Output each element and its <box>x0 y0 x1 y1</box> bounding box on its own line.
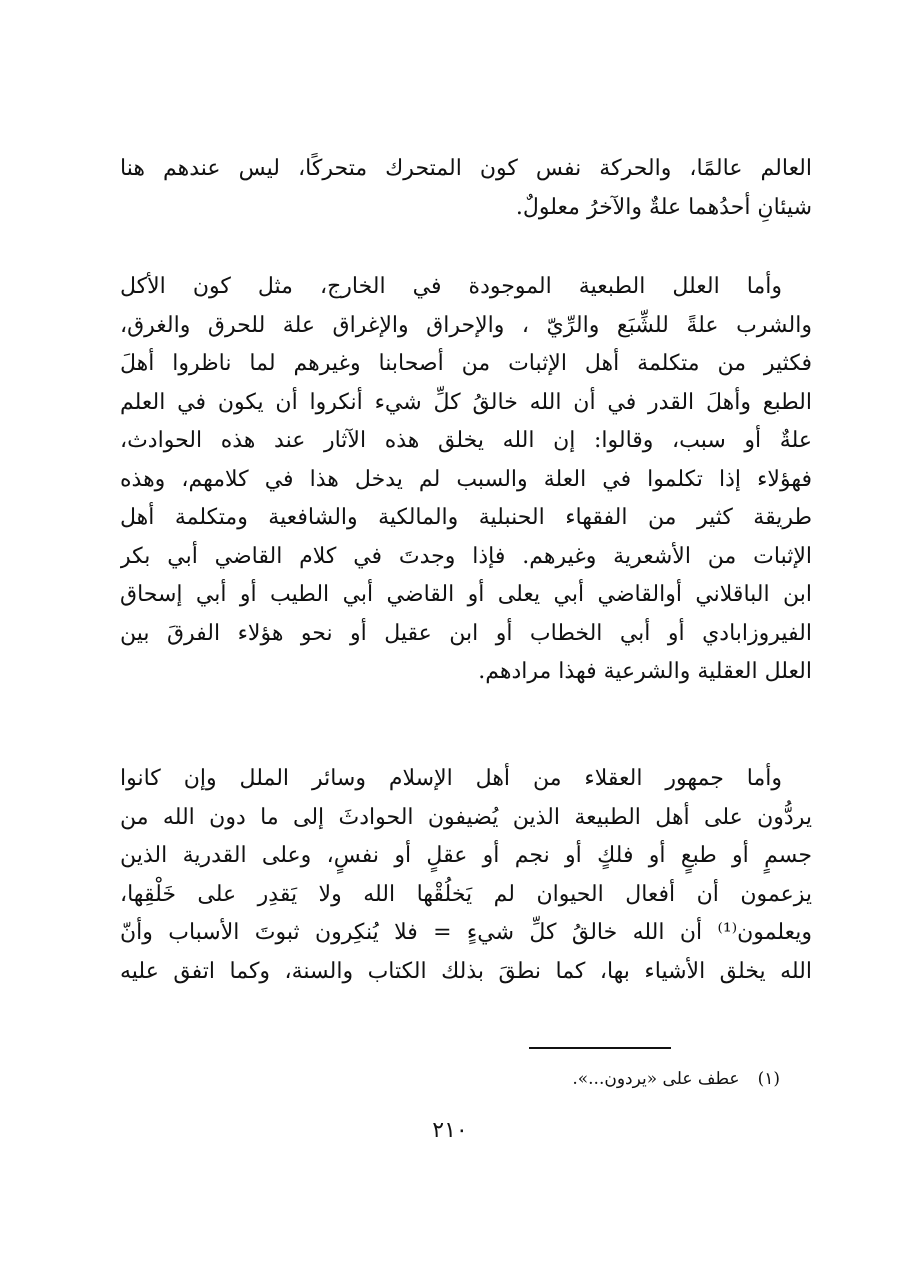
footnote-marker: (١) <box>757 1069 780 1089</box>
paragraph-1 <box>120 150 812 227</box>
text-line: فهؤلاء إذا تكلموا في العلة والسبب لم يدخل هذا في كلامهم، وهذه <box>120 466 812 492</box>
text-line: يردُّون على أهل الطبيعة الذين يُضيفون الحوادثَ إلى ما دون الله من <box>120 804 812 830</box>
paragraph-3 <box>120 760 812 991</box>
text-line: الفيروزابادي أو أبي الخطاب أو ابن عقيل أو نحو هؤلاء الفرقَ بين <box>120 620 812 646</box>
text-line: علةٌ أو سبب، وقالوا: إن الله يخلق هذه الآثار عند هذه الحوادث، <box>120 428 812 453</box>
footnote-divider <box>529 1047 671 1049</box>
text-line: جسمٍ أو طبعٍ أو فلكٍ أو نجم أو عقلٍ أو نفسٍ، وعلى القدرية الذين <box>120 843 812 868</box>
text-line: الطبع وأهلَ القدر في أن الله خالقُ كلِّ شيء أنكروا أن يكون في العلم <box>120 389 812 415</box>
text-line: ويعلمون⁽¹⁾ أن الله خالقُ كلِّ شيءٍ = فلا يُنكِرون ثبوتَ الأسباب وأنّ <box>120 920 812 945</box>
text-line: وأما العلل الطبعية الموجودة في الخارج، مثل كون الأكل <box>120 274 782 299</box>
text-line: العلل العقلية والشرعية فهذا مرادهم. <box>478 659 812 684</box>
footnote <box>380 1063 780 1095</box>
text-line: الإثبات من الأشعرية وغيرهم. فإذا وجدتَ في كلام القاضي أبي بكر <box>120 543 812 569</box>
text-line: والشرب علةً للشِّبَع والرِّيّ ، والإحراق والإغراق علة للحرق والغرق، <box>120 312 812 338</box>
text-line: ابن الباقلاني أوالقاضي أبي يعلى أو القاضي أبي الطيب أو أبي إسحاق <box>120 582 812 607</box>
footnote-text: عطف على «يردون...». <box>572 1069 740 1089</box>
text-line: وأما جمهور العقلاء من أهل الإسلام وسائر الملل وإن كانوا <box>120 766 782 791</box>
page-number: ٢١٠ <box>432 1118 468 1143</box>
text-line: فكثير من متكلمة أهل الإثبات من أصحابنا وغيرهم لما ناظروا أهلَ <box>120 351 812 376</box>
paragraph-2 <box>120 268 812 692</box>
text-line: شيئانِ أحدُهما علةٌ والآخرُ معلولٌ. <box>515 194 812 220</box>
text-line: يزعمون أن أفعال الحيوان لم يَخلُقْها الله ولا يَقدِر على خَلْقِها، <box>120 881 812 907</box>
text-line: الله يخلق الأشياء بها، كما نطقَ بذلك الكتاب والسنة، وكما اتفق عليه <box>120 958 812 984</box>
text-line: العالم عالمًا، والحركة نفس كون المتحرك متحركًا، ليس عندهم هنا <box>120 156 812 181</box>
text-line: طريقة كثير من الفقهاء الحنبلية والمالكية والشافعية ومتكلمة أهل <box>120 505 812 530</box>
